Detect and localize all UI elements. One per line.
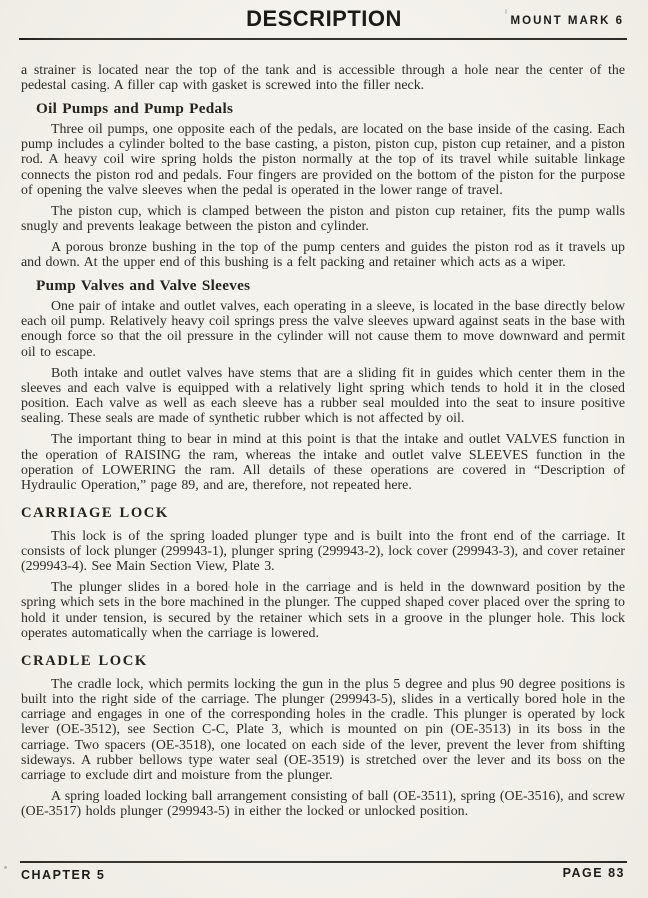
scan-speck [4, 866, 7, 869]
intro-paragraph: a strainer is located near the top of the tank and is accessible through a hole near the center of the pedestal casing. A filler cap with gasket is screwed into the filler neck. [21, 63, 625, 94]
paragraph: One pair of intake and outlet valves, each operating in a sleeve, is located in the base directly below each oil pump. Relatively heavy coil springs press the valve sleeves upward against seats in the base with enough force so that the oil pressure in the cylinder will not cause them to move downward and permit oil to escape. [21, 298, 625, 360]
paragraph: Three oil pumps, one opposite each of the pedals, are located on the base inside of the casing. Each pump includes a cylinder bolted to the base casting, a piston, piston cup, piston cup retainer, and a piston rod. A heavy coil wire spring holds the piston normally at the top of its travel while suitable linkage connects the piston rod and pedals. Four fingers are provided on the bottom of the piston for the purpose of opening the valve sleeves when the pedal is operated in the lower range of travel. [21, 121, 625, 199]
paragraph: Both intake and outlet valves have stems that are a sliding fit in guides which center them in the sleeves and each valve is equipped with a relatively light spring which tends to hold it in the closed position. Each valve as well as each sleeve has a rubber seal moulded into the seat to insure positive sealing. These seals are made of synthetic rubber which is not affected by oil. [21, 365, 625, 427]
section-heading-oil-pumps: Oil Pumps and Pump Pedals [36, 99, 234, 117]
paragraph: The cradle lock, which permits locking the gun in the plus 5 degree and plus 90 degree positions is built into the right side of the carriage. The plunger (299943-5), slides in a vertically bored hole in the carriage and engages in one of the corresponding holes in the cradle. This plunger is operated by lock lever (OE-3512), see Section C-C, Plate 3, which is mounted on pin (OE-3513) in its boss in the carriage. Two spacers (OE-3518), one located on each side of the lever, prevent the lever from shifting sideways. A rubber bellows type water seal (OE-3519) is stretched over the lever and its boss on the carriage to exclude dirt and moisture from the plunger. [21, 676, 625, 784]
paragraph: The piston cup, which is clamped between the piston and piston cup retainer, fits the pump walls snugly and prevents leakage between the piston and cylinder. [21, 203, 625, 235]
page-title: DESCRIPTION [246, 6, 402, 31]
section-heading-cradle-lock: CRADLE LOCK [21, 653, 148, 670]
page-number-label: PAGE 83 [562, 866, 625, 880]
page-body [21, 63, 625, 825]
section-heading-pump-valves: Pump Valves and Valve Sleeves [36, 276, 251, 294]
paragraph: The important thing to bear in mind at this point is that the intake and outlet VALVES function in the operation of RAISING the ram, whereas the intake and outlet valve SLEEVES function in the operation of LOWERING the ram. All details of these operations are covered in “Description of Hydraulic Operation,” page 89, and are, therefore, not repeated here. [21, 432, 625, 494]
header-rule [19, 38, 627, 40]
scan-speck [505, 9, 507, 14]
scan-speck [228, 586, 230, 588]
paragraph: This lock is of the spring loaded plunger type and is built into the front end of the carriage. It consists of lock plunger (299943-1), plunger spring (299943-2), lock cover (299943-3), and cover retainer (299943-4). See Main Section View, Plate 3. [21, 528, 625, 575]
page-header [0, 0, 648, 40]
section-heading-carriage-lock: CARRIAGE LOCK [21, 505, 169, 522]
paragraph: The plunger slides in a bored hole in the carriage and is held in the downward position by the spring which sets in the bore machined in the plunger. The cupped shaped cover placed over the spring to hold it under tension, is secured by the retainer which sets in a groove in the plunger hole. This lock operates automatically when the carriage is lowered. [21, 580, 625, 641]
paragraph: A porous bronze bushing in the top of the pump centers and guides the piston rod as it travels up and down. At the upper end of this bushing is a felt packing and retainer which acts as a wiper. [21, 239, 625, 271]
footer-rule [20, 861, 627, 863]
chapter-label: CHAPTER 5 [21, 868, 106, 882]
mount-mark-label: MOUNT MARK 6 [510, 15, 624, 27]
paragraph: A spring loaded locking ball arrangement consisting of ball (OE-3511), spring (OE-3516), and screw (OE-3517) holds plunger (299943-5) in either the locked or unlocked position. [21, 789, 625, 820]
